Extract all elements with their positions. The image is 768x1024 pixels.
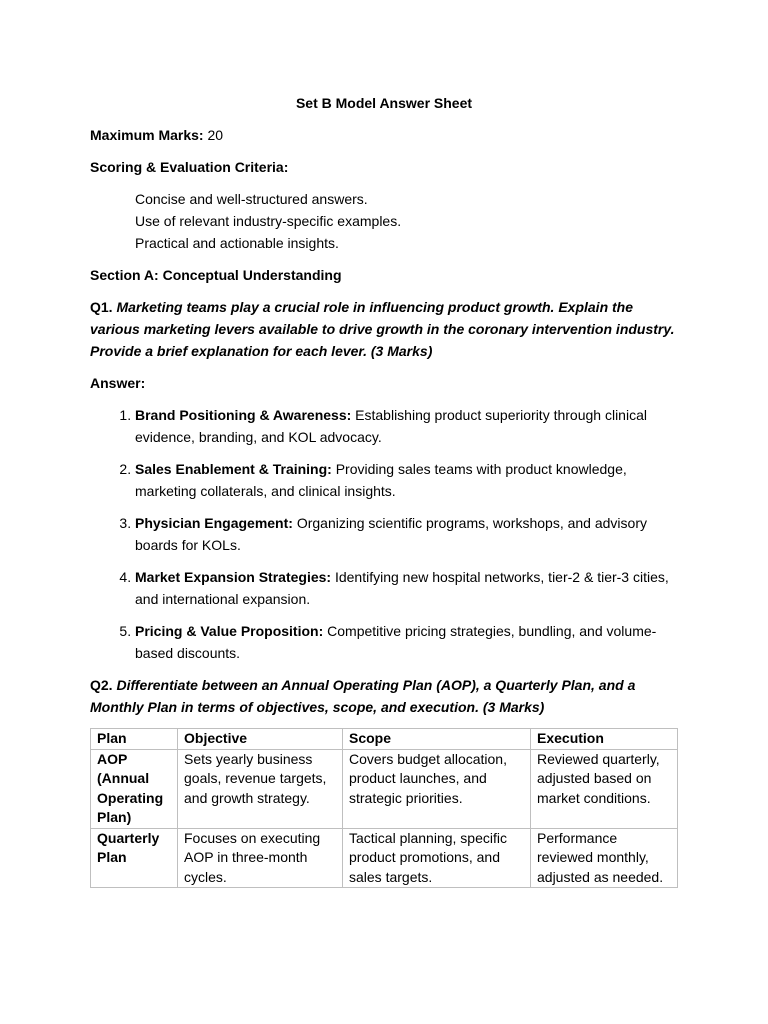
criteria-heading: Scoring & Evaluation Criteria: bbox=[90, 159, 289, 175]
answer-term: Brand Positioning & Awareness: bbox=[135, 407, 352, 423]
table-cell: Performance reviewed monthly, adjusted as needed. bbox=[531, 828, 678, 888]
criteria-item: Use of relevant industry-specific examples. bbox=[135, 213, 402, 229]
criteria-item: Concise and well-structured answers. bbox=[135, 191, 368, 207]
answer-label: Answer: bbox=[90, 375, 146, 391]
question-1 bbox=[90, 296, 678, 362]
answer-item bbox=[135, 458, 678, 502]
table-cell: Reviewed quarterly, adjusted based on market conditions. bbox=[531, 749, 678, 828]
question-2 bbox=[90, 674, 678, 718]
answer-desc: Organizing scientific programs, workshops, and advisory boards for KOLs. bbox=[135, 515, 647, 553]
answer-term: Pricing & Value Proposition: bbox=[135, 623, 324, 639]
max-marks-value: 20 bbox=[203, 127, 224, 143]
q1-label: Q1. bbox=[90, 299, 113, 315]
table-row bbox=[91, 749, 678, 828]
page-title: Set B Model Answer Sheet bbox=[295, 95, 473, 111]
answer-item bbox=[135, 404, 678, 448]
q2-label: Q2. bbox=[90, 677, 113, 693]
answer-item bbox=[135, 566, 678, 610]
max-marks-label: Maximum Marks: bbox=[90, 127, 204, 143]
table-cell: Tactical planning, specific product promotions, and sales targets. bbox=[343, 828, 531, 888]
table-row bbox=[91, 828, 678, 888]
plan-comparison-table bbox=[90, 728, 678, 888]
table-cell: Sets yearly business goals, revenue targets, and growth strategy. bbox=[178, 749, 343, 828]
criteria-item: Practical and actionable insights. bbox=[135, 235, 339, 251]
section-a-heading: Section A: Conceptual Understanding bbox=[90, 267, 342, 283]
table-cell: Covers budget allocation, product launches, and strategic priorities. bbox=[343, 749, 531, 828]
max-marks-line bbox=[90, 124, 678, 146]
answer-item bbox=[135, 512, 678, 556]
answer-term: Market Expansion Strategies: bbox=[135, 569, 332, 585]
table-header-row bbox=[91, 729, 678, 750]
answer-desc: Competitive pricing strategies, bundling, and volume-based discounts. bbox=[135, 623, 657, 661]
table-cell: AOP (Annual Operating Plan) bbox=[91, 749, 178, 828]
answer-desc: Establishing product superiority through clinical evidence, branding, and KOL advocacy. bbox=[135, 407, 647, 445]
answer-list bbox=[90, 404, 678, 664]
answer-desc: Providing sales teams with product knowledge, marketing collaterals, and clinical insights. bbox=[135, 461, 627, 499]
answer-term: Physician Engagement: bbox=[135, 515, 293, 531]
table-cell: Focuses on executing AOP in three-month cycles. bbox=[178, 828, 343, 888]
q1-text: Marketing teams play a crucial role in influencing product growth. Explain the various marketing levers available to drive growth in the coronary intervention industry. Provide a brief explanation for each lever. (3 Marks) bbox=[90, 299, 675, 359]
table-header-cell: Scope bbox=[343, 729, 531, 750]
answer-term: Sales Enablement & Training: bbox=[135, 461, 332, 477]
answer-desc: Identifying new hospital networks, tier-2 & tier-3 cities, and international expansion. bbox=[135, 569, 669, 607]
answer-item bbox=[135, 620, 678, 664]
criteria-list bbox=[90, 188, 678, 254]
table-header-cell: Execution bbox=[531, 729, 678, 750]
table-header-cell: Plan bbox=[91, 729, 178, 750]
table-header-cell: Objective bbox=[178, 729, 343, 750]
table-cell: Quarterly Plan bbox=[91, 828, 178, 888]
q2-text: Differentiate between an Annual Operating Plan (AOP), a Quarterly Plan, and a Monthly Plan in terms of objectives, scope, and execution. (3 Marks) bbox=[90, 677, 636, 715]
